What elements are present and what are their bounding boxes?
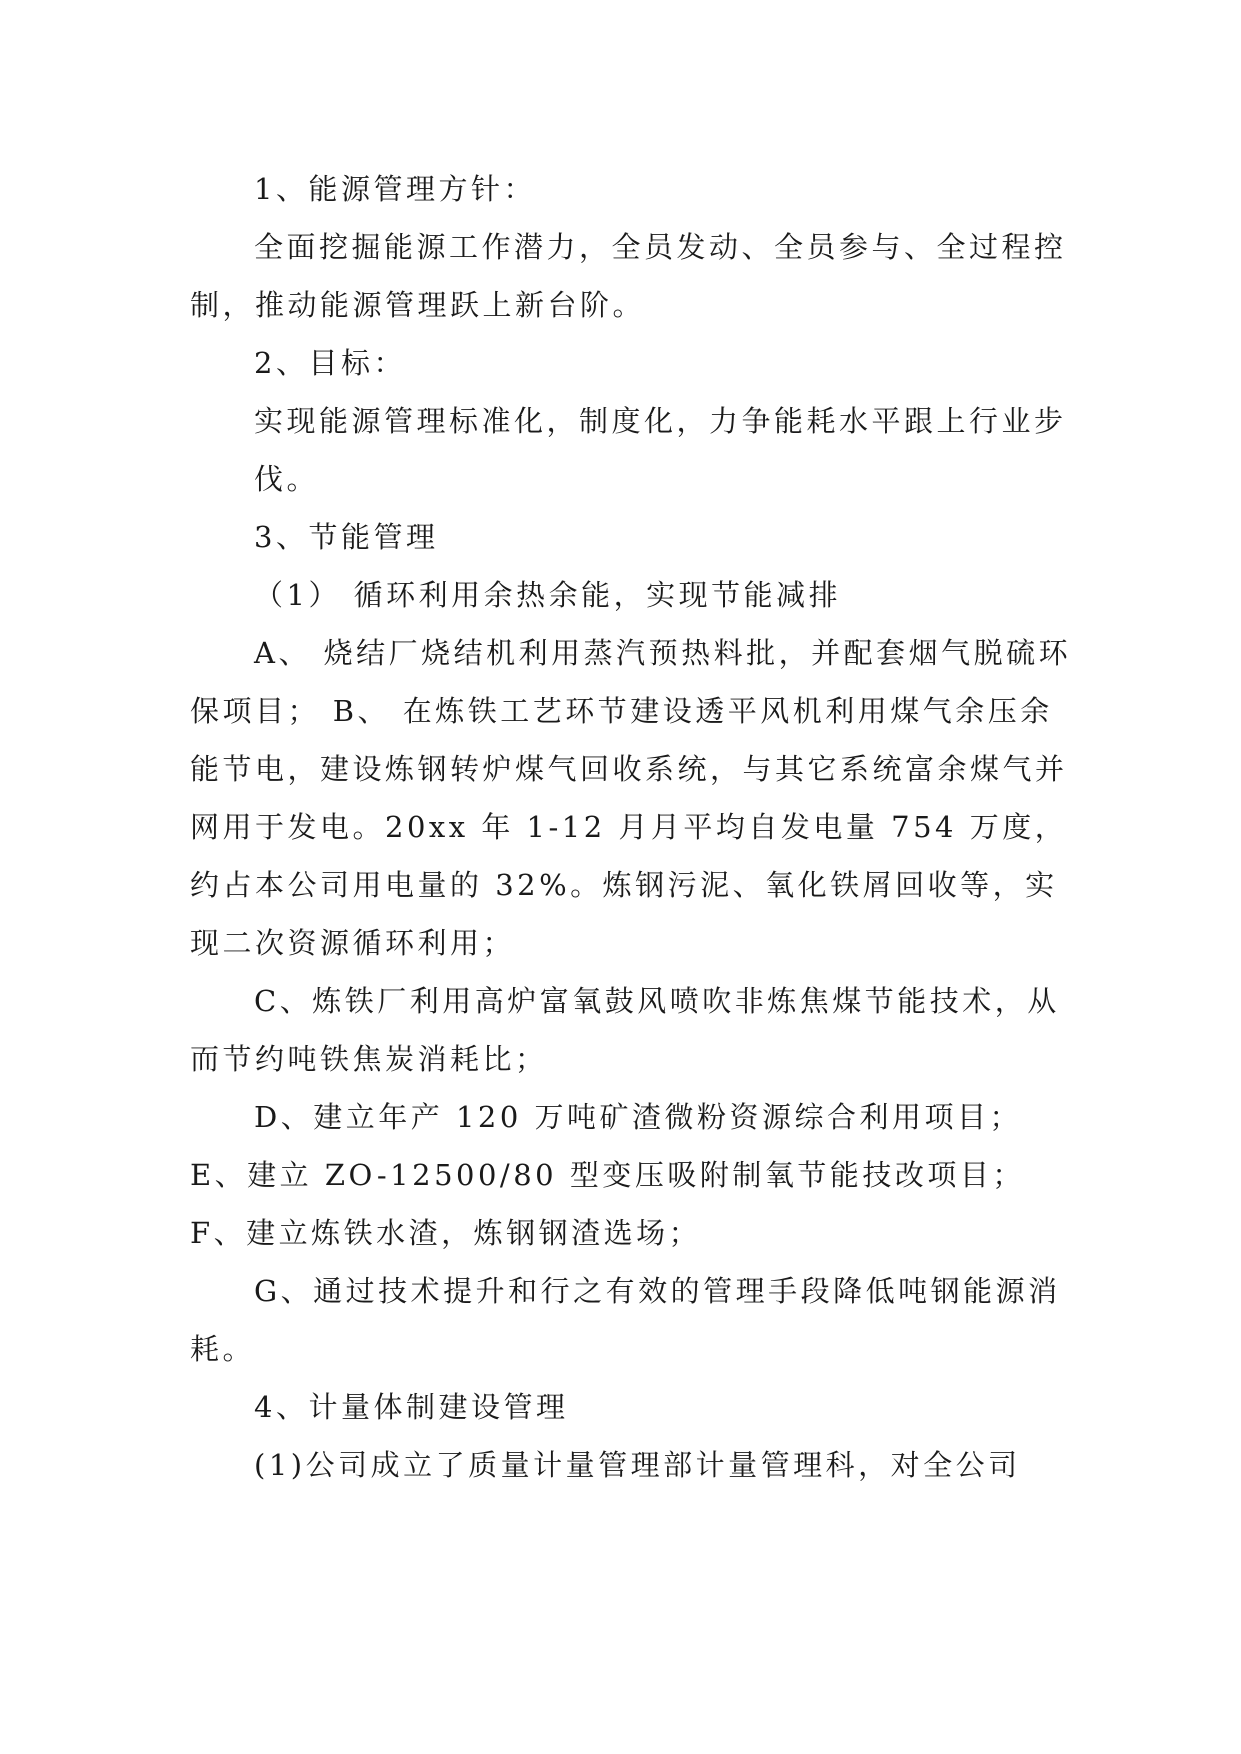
paragraph-energy-policy: 全面挖掘能源工作潜力，全员发动、全员参与、全过程控制，推动能源管理跃上新台阶。 bbox=[190, 230, 1067, 322]
paragraph-item-g: G、通过技术提升和行之有效的管理手段降低吨钢能源消耗。 bbox=[190, 1274, 1061, 1366]
paragraph-target-continued: 伐。 bbox=[254, 462, 320, 496]
document-body bbox=[190, 160, 1080, 1494]
paragraph-metering-1: (1)公司成立了质量计量管理部计量管理科，对全公司 bbox=[254, 1448, 1021, 1482]
heading-energy-policy: 1、能源管理方针： bbox=[254, 172, 536, 206]
paragraph-item-d-e-f: D、建立年产 120 万吨矿渣微粉资源综合利用项目； E、建立 ZO-12500/80 型变压吸附制氧节能技改项目； F、建立炼铁水渣，炼钢钢渣选场； bbox=[190, 1100, 1038, 1250]
paragraph-item-a-b: A、 烧结厂烧结机利用蒸汽预热料批，并配套烟气脱硫环保项目； B、 在炼铁工艺环节建设透平风机利用煤气余压余能节电，建设炼钢转炉煤气回收系统，与其它系统富余煤气并网用于发电。20xx 年 1-12 月月平均自发电量 754 万度，约占本公司用电量的 32%。炼钢污泥、氧化铁屑回收等，实现二次资源循环利用； bbox=[190, 636, 1072, 960]
heading-target: 2、目标： bbox=[254, 346, 406, 380]
paragraph-item-c: C、炼铁厂利用高炉富氧鼓风喷吹非炼焦煤节能技术，从而节约吨铁焦炭消耗比； bbox=[190, 984, 1060, 1076]
subheading-recycling: （1） 循环利用余热余能，实现节能减排 bbox=[254, 578, 842, 612]
paragraph-target: 实现能源管理标准化，制度化，力争能耗水平跟上行业步 bbox=[254, 404, 1067, 438]
heading-metering: 4、计量体制建设管理 bbox=[254, 1390, 569, 1424]
heading-energy-saving: 3、节能管理 bbox=[254, 520, 439, 554]
